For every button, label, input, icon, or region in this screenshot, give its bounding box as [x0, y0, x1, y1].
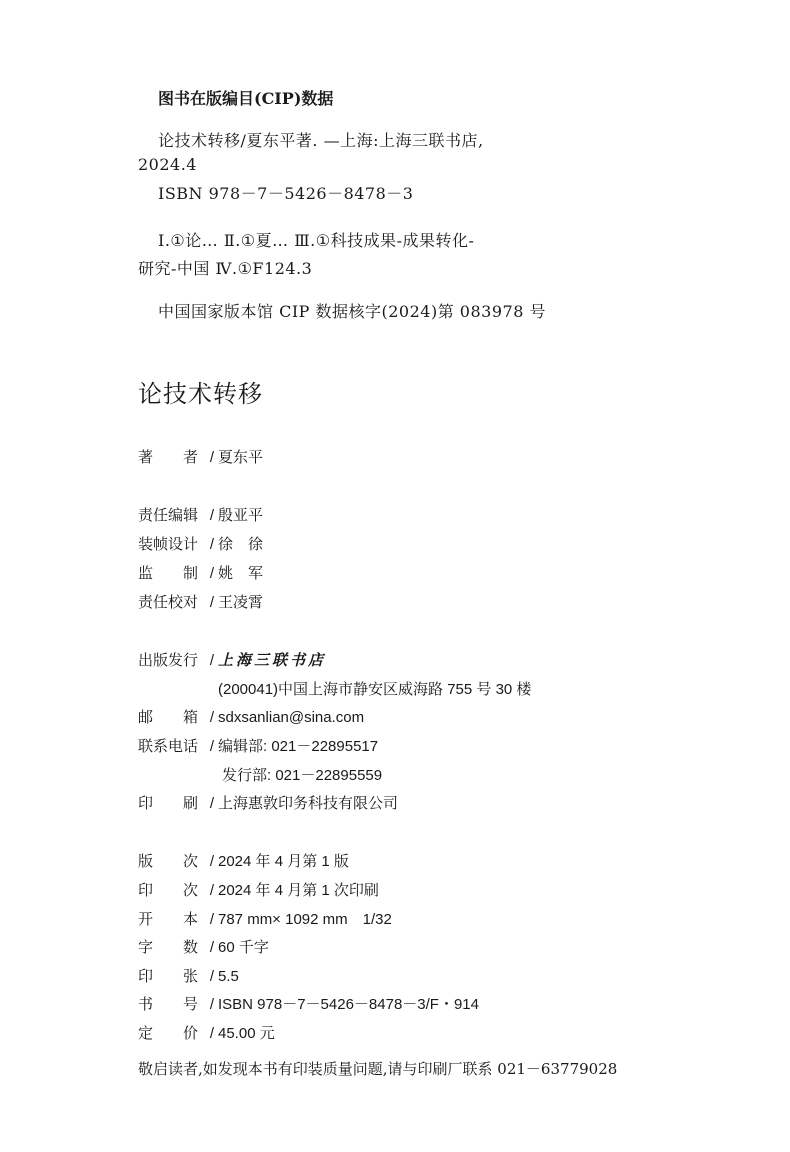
credit-label: 字 数: [138, 939, 199, 956]
book-title: 论技术转移: [138, 381, 263, 408]
credit-value: ISBN 978－7－5426－8478－3/F・914: [218, 996, 479, 1013]
credit-value: sdxsanlian@sina.com: [218, 709, 365, 726]
credit-words: [138, 936, 269, 957]
credit-sheets: [138, 965, 239, 986]
credit-label: 印 刷: [138, 795, 199, 812]
credit-sep: /: [209, 939, 215, 956]
credit-label: 开 本: [138, 911, 199, 928]
credit-author: [138, 446, 263, 467]
credit-value: 夏东平: [218, 449, 264, 466]
credit-format: [138, 908, 392, 929]
cip-line-date: 2024.4: [138, 155, 197, 174]
cip-line-classification-cont: 研究-中国 Ⅳ.①F124.3: [138, 259, 313, 278]
credit-sep: /: [209, 449, 215, 466]
credit-label: 著 者: [138, 449, 199, 466]
credit-editor: [138, 504, 263, 525]
credit-value: 5.5: [218, 968, 239, 985]
credit-sep: /: [209, 738, 215, 755]
credit-value: 徐 徐: [218, 536, 264, 553]
credit-value: 45.00 元: [218, 1025, 275, 1042]
credit-sep: /: [209, 996, 215, 1013]
credit-value: 王凌霄: [218, 594, 264, 611]
credit-phone: [138, 735, 378, 756]
credit-value: 殷亚平: [218, 507, 264, 524]
credit-edition: [138, 850, 349, 871]
credit-label: 出版发行: [138, 652, 199, 669]
credit-sep: /: [209, 853, 215, 870]
cip-line-title: 论技术转移/夏东平著. —上海:上海三联书店,: [158, 131, 484, 150]
credit-label: 邮 箱: [138, 709, 199, 726]
credit-label: 书 号: [138, 996, 199, 1013]
credit-sep: /: [209, 882, 215, 899]
credit-sep: /: [209, 536, 215, 553]
credit-value: 787 mm× 1092 mm 1/32: [218, 911, 392, 928]
credit-label: 印 张: [138, 968, 199, 985]
reader-notice: 敬启读者,如发现本书有印装质量问题,请与印刷厂联系 021－63779028: [138, 1060, 618, 1078]
credit-phone-distribution: 发行部: 021－22895559: [222, 767, 383, 784]
credit-proofread: [138, 591, 263, 612]
credit-label: 印 次: [138, 882, 199, 899]
credit-sep: /: [209, 911, 215, 928]
credit-sep: /: [209, 1025, 215, 1042]
credit-sep: /: [209, 968, 215, 985]
publisher-logo-signature: 上海三联书店: [218, 651, 327, 669]
credit-printer: [138, 792, 398, 813]
credit-value: 上海惠敦印务科技有限公司: [218, 795, 399, 812]
cip-line-isbn: ISBN 978－7－5426－8478－3: [158, 184, 414, 203]
credit-sep: /: [209, 709, 215, 726]
cip-line-record-number: 中国国家版本馆 CIP 数据核字(2024)第 083978 号: [158, 302, 546, 321]
credit-label: 责任校对: [138, 594, 199, 611]
credit-isbn: [138, 993, 479, 1014]
credit-value: 编辑部: 021－22895517: [218, 738, 379, 755]
credit-value: 姚 军: [218, 565, 264, 582]
credit-sep: /: [209, 795, 215, 812]
credit-label: 联系电话: [138, 738, 199, 755]
credit-value: 60 千字: [218, 939, 269, 956]
credit-value: 2024 年 4 月第 1 版: [218, 853, 349, 870]
credit-value: 2024 年 4 月第 1 次印刷: [218, 882, 379, 899]
credit-label: 版 次: [138, 853, 199, 870]
credit-sep: /: [209, 652, 215, 669]
credit-label: 装帧设计: [138, 536, 199, 553]
cip-heading: 图书在版编目(CIP)数据: [158, 89, 334, 108]
credit-email: [138, 706, 364, 727]
credit-sep: /: [209, 507, 215, 524]
credit-label: 责任编辑: [138, 507, 199, 524]
credit-publisher: [138, 649, 326, 670]
credit-sep: /: [209, 565, 215, 582]
cip-line-classification: Ⅰ.①论… Ⅱ.①夏… Ⅲ.①科技成果-成果转化-: [158, 231, 475, 250]
credit-price: [138, 1022, 275, 1043]
credit-label: 监 制: [138, 565, 199, 582]
credit-address: (200041)中国上海市静安区威海路 755 号 30 楼: [218, 681, 532, 698]
credit-printing: [138, 879, 379, 900]
credit-sep: /: [209, 594, 215, 611]
credit-supervise: [138, 562, 263, 583]
credit-label: 定 价: [138, 1025, 199, 1042]
credit-design: [138, 533, 263, 554]
